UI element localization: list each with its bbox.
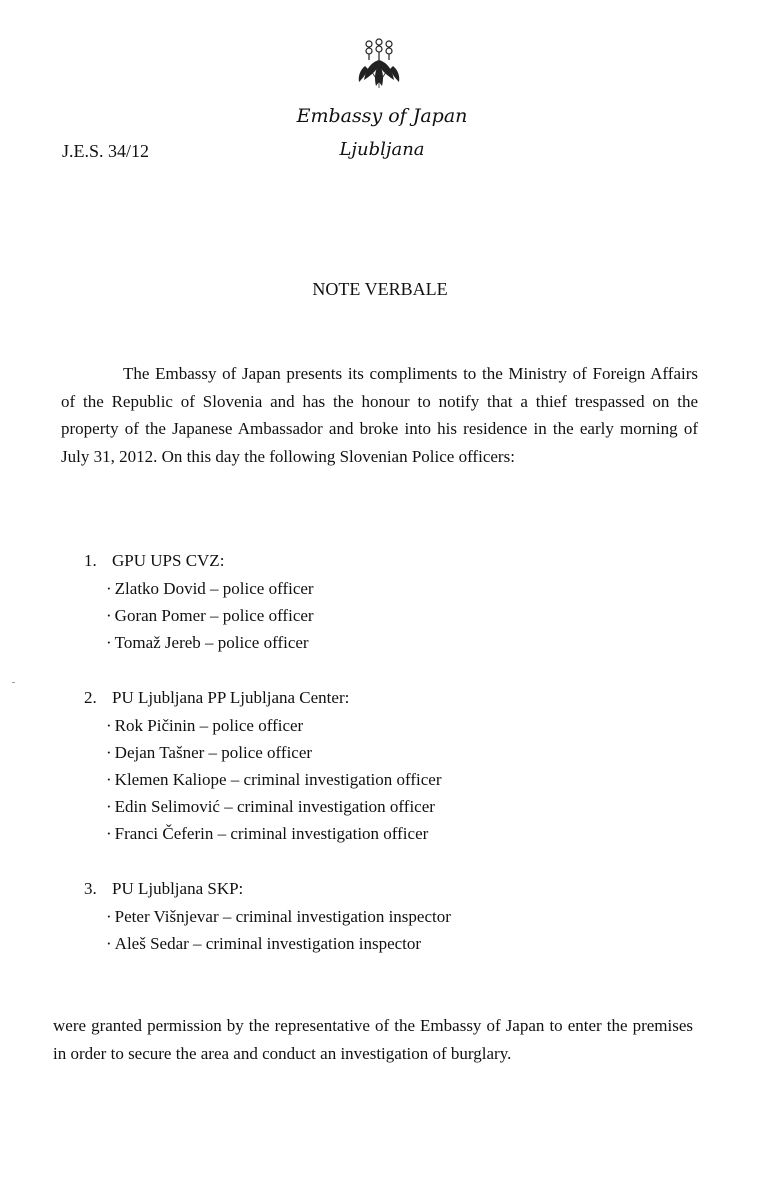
unit-number: 1.: [84, 551, 97, 570]
officer-item: · Dejan Tašner – police officer: [106, 739, 684, 766]
unit-name: PU Ljubljana PP Ljubljana Center:: [112, 687, 350, 707]
scan-artifact: [12, 682, 15, 683]
unit-name: GPU UPS CVZ:: [112, 551, 225, 570]
document-title: NOTE VERBALE: [312, 279, 448, 299]
intro-paragraph: The Embassy of Japan presents its compliments to the Ministry of Foreign Affairs of the Republic of Slovenia and has the honour to notify that a thief trespassed on the property of the Japanese Ambassador and broke into his residence in the early morning of July 31, 2012. On this day the following Slovenian Police officers:: [61, 364, 698, 466]
embassy-name: Embassy of Japan: [296, 105, 468, 127]
police-unit: [84, 547, 684, 657]
officer-list: [84, 903, 684, 957]
police-units-list: [84, 547, 684, 984]
officer-item: · Peter Višnjevar – criminal investigation inspector: [106, 903, 684, 930]
officer-item: · Franci Čeferin – criminal investigation officer: [106, 820, 684, 847]
unit-number: 3.: [84, 878, 97, 898]
officer-item: · Rok Pičinin – police officer: [106, 712, 684, 739]
embassy-city: Ljubljana: [339, 139, 425, 160]
police-unit: [84, 875, 684, 957]
police-unit: [84, 684, 684, 848]
officer-item: · Goran Pomer – police officer: [106, 602, 684, 629]
officer-list: [84, 575, 684, 657]
officer-item: · Zlatko Dovid – police officer: [106, 575, 684, 602]
paulownia-crest-icon: [354, 36, 404, 92]
unit-number: 2.: [84, 687, 97, 707]
officer-list: [84, 712, 684, 848]
officer-item: · Klemen Kaliope – criminal investigation officer: [106, 766, 684, 793]
unit-name: PU Ljubljana SKP:: [112, 878, 244, 898]
reference-number: J.E.S. 34/12: [62, 141, 150, 161]
officer-item: · Tomaž Jereb – police officer: [106, 629, 684, 656]
officer-item: · Aleš Sedar – criminal investigation inspector: [106, 930, 684, 957]
officer-item: · Edin Selimović – criminal investigation officer: [106, 793, 684, 820]
closing-paragraph: were granted permission by the representative of the Embassy of Japan to enter the premises in order to secure the area and conduct an investigation of burglary.: [53, 1016, 693, 1063]
